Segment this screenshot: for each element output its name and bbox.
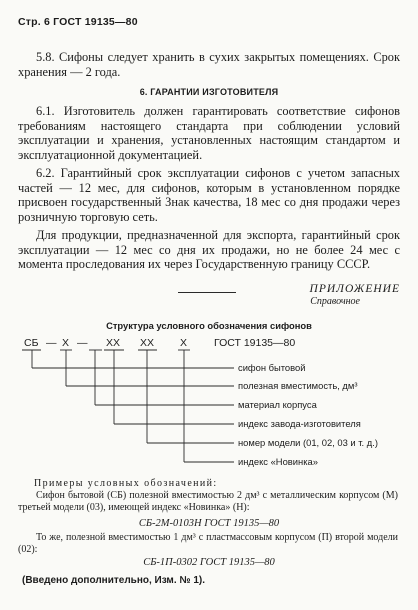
label-novinka-index: индекс «Новинка» bbox=[238, 456, 318, 467]
section-6-title: 6. ГАРАНТИИ ИЗГОТОВИТЕЛЯ bbox=[139, 87, 279, 97]
code-sb: СБ bbox=[24, 337, 39, 349]
code-dash-2: — bbox=[77, 337, 88, 349]
example-1-text: Сифон бытовой (СБ) полезной вместимостью 2 дм³ с металлическим корпусом (М) третьей модели (03), имеющей индекс «Новинка» (Н): bbox=[18, 490, 398, 513]
appendix-subtitle: Справочное bbox=[310, 296, 360, 307]
code-factory-index: ХХ bbox=[106, 337, 121, 349]
example-1-code: СБ-2М-0103Н ГОСТ 19135—80 bbox=[138, 518, 280, 529]
structure-title: Структура условного обозначения сифонов bbox=[106, 320, 312, 331]
code-capacity: Х bbox=[62, 337, 70, 349]
page-header: Стр. 6 ГОСТ 19135—80 bbox=[18, 16, 138, 28]
example-2-text: То же, полезной вместимостью 1 дм³ с пластмассовым корпусом (П) второй модели (02): bbox=[18, 532, 398, 555]
appendix-title: ПРИЛОЖЕНИЕ bbox=[309, 283, 400, 295]
paragraph-5-8: 5.8. Сифоны следует хранить в сухих закрытых помещениях. Срок хранения — 2 года. bbox=[18, 50, 400, 79]
code-model-number: ХХ bbox=[140, 337, 155, 349]
code-dash-1: — bbox=[46, 337, 57, 349]
label-siphon-household: сифон бытовой bbox=[238, 362, 306, 373]
label-factory-index: индекс завода-изготовителя bbox=[238, 418, 361, 429]
paragraph-6-2-export: Для продукции, предназначенной для экспорта, гарантийный срок эксплуатации — 12 мес со дня их продажи, но не более 24 мес с момента проследования их через Государственную границу СССР. bbox=[18, 228, 400, 272]
code-novinka: Х bbox=[180, 337, 188, 349]
label-model-number: номер модели (01, 02, 03 и т. д.) bbox=[238, 437, 378, 448]
label-capacity: полезная вместимость, дм³ bbox=[238, 380, 358, 391]
example-2-code: СБ-1П-0302 ГОСТ 19135—80 bbox=[143, 557, 275, 568]
paragraph-6-1: 6.1. Изготовитель должен гарантировать соответствие сифонов требованиям настоящего стандарта при соблюдении условий эксплуатации и хранения, установленных настоящим стандартом и эксплуатационной документацией. bbox=[18, 104, 400, 162]
examples-heading: Примеры условных обозначений: bbox=[34, 478, 218, 489]
label-body-material: материал корпуса bbox=[238, 399, 317, 410]
code-gost: ГОСТ 19135—80 bbox=[214, 337, 296, 349]
paragraph-6-2: 6.2. Гарантийный срок эксплуатации сифонов с учетом запасных частей — 12 мес, для сифонов, которым в установленном порядке присвоен государственный Знак качества, 18 мес со дня продажи через розничную торговую сеть. bbox=[18, 166, 400, 224]
amendment-note: (Введено дополнительно, Изм. № 1). bbox=[22, 575, 205, 586]
